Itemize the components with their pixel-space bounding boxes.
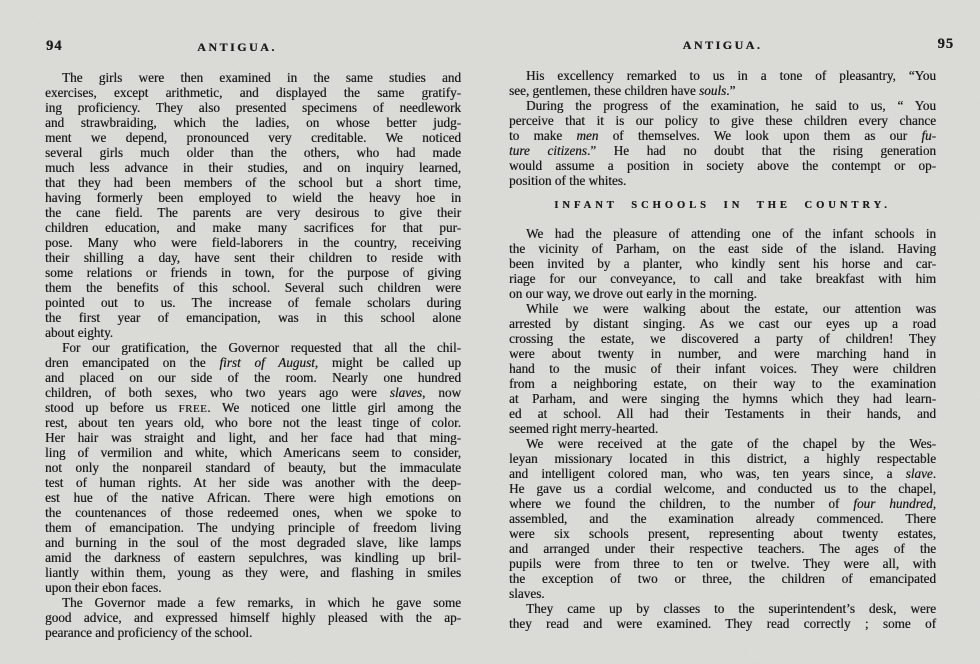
page-header: [45, 40, 461, 54]
text-line: about eighty.: [45, 325, 113, 340]
text-line: stood up before us FREE. We noticed one little girl among the: [45, 400, 462, 415]
text-line: perceive that it is our policy to give these children every chance: [509, 113, 936, 128]
text-line: ture citizens.” He had no doubt that the rising generation: [509, 143, 937, 158]
paragraph: [45, 70, 461, 340]
running-title: ANTIGUA.: [682, 38, 763, 52]
text-line: During the progress of the examination, he said to us, “ You: [526, 98, 936, 113]
paragraph: [509, 226, 936, 301]
text-line: and placed on our side of the room. Nearly one hundred: [45, 370, 461, 385]
text-line: leyan missionary located in this district, a highly respectable: [509, 451, 936, 466]
page-right-95: [509, 36, 954, 631]
text-line: hand to the music of their infant voices. They were children: [509, 361, 936, 376]
text-line: several girls much older than the others, who had made: [45, 145, 461, 160]
text-line: While we were walking about the estate, our attention was: [526, 301, 936, 316]
text-line: slaves.: [509, 586, 545, 601]
italic-text: ture citizens: [509, 143, 587, 158]
text-line: The girls were then examined in the same studies and: [62, 70, 461, 85]
paragraph: [45, 340, 461, 595]
text-line: upon their ebon faces.: [45, 580, 162, 595]
section-heading: [509, 198, 936, 213]
text-line: amid the darkness of eastern sepulchres, was kindling up bril-: [45, 550, 461, 565]
paragraph: [509, 301, 936, 436]
text-line: arrested by distant singing. As we cast our eyes up a road: [509, 316, 936, 331]
italic-text: souls: [699, 83, 727, 98]
text-line: pose. Many who were field-laborers in the country, receiving: [45, 235, 461, 250]
text-line: were six schools present, representing about twenty estates,: [509, 526, 936, 541]
text-line: riage for our conveyance, to call and take breakfast with him: [509, 271, 936, 286]
text-line: liantly within them, young as they were, and flashing in smiles: [45, 565, 461, 580]
italic-text: fu-: [921, 128, 936, 143]
text-line: see, gentlemen, these children have souls.”: [509, 83, 736, 98]
text-line: pearance and proficiency of the school.: [45, 625, 253, 640]
text-line: test of human rights. At her side was another with the deep-: [45, 475, 461, 490]
paragraph: [509, 68, 936, 98]
text-line: We had the pleasure of attending one of the infant schools in: [526, 226, 936, 241]
text-line: and arranged under their respective teachers. The ages of the: [509, 541, 936, 556]
text-line: and intelligent colored man, who was, ten years since, a slave.: [509, 466, 936, 481]
paragraph: [45, 595, 461, 640]
text-line: We were received at the gate of the chapel by the Wes-: [526, 436, 936, 451]
text-line: the exception of two or three, the children of emancipated: [509, 571, 936, 586]
page-header: [509, 36, 954, 52]
text-line: ling of vermilion and white, which Americans seem to consider,: [45, 445, 461, 460]
text-line: His excellency remarked to us in a tone of pleasantry, “You: [526, 68, 936, 83]
text-line: at Parham, and were singing the hymns which they had learn-: [509, 391, 936, 406]
text-line: were about twenty in number, and were marching hand in: [509, 346, 936, 361]
text-line: pupils were from three to ten or twelve. They were all, with: [509, 556, 936, 571]
text-line: to make men of themselves. We look upon them as our fu-: [509, 128, 936, 143]
text-line: For our gratification, the Governor requested that all the chil-: [62, 340, 461, 355]
text-line: Her hair was straight and light, and her face had that ming-: [45, 430, 461, 445]
text-line: pointed out to us. The increase of female scholars during: [45, 295, 461, 310]
text-line: having formerly been employed to wield the heavy hoe in: [45, 190, 461, 205]
italic-text: four hundred: [853, 496, 933, 511]
paragraph: [509, 601, 936, 631]
text-line: the cane field. The parents are very desirous to give their: [45, 205, 461, 220]
text-line: on our way, we drove out early in the morning.: [509, 286, 757, 301]
text-line: children education, and make many sacrifices for that pur-: [45, 220, 461, 235]
text-line: rest, about ten years old, who bore not the least tinge of color.: [45, 415, 461, 430]
text-line: seemed right merry-hearted.: [509, 421, 659, 436]
text-line: The Governor made a few remarks, in which he gave some: [62, 595, 461, 610]
page-number: 94: [46, 38, 63, 54]
text-line: dren emancipated on the first of August, might be called up: [45, 355, 461, 370]
text-line: He gave us a cordial welcome, and conducted us to the chapel,: [509, 481, 936, 496]
page-text-body: [509, 68, 936, 631]
text-line: They came up by classes to the superintendent’s desk, were: [526, 601, 936, 616]
italic-text: first of August: [219, 355, 315, 370]
text-line: the countenances of those redeemed ones, when we spoke to: [45, 505, 461, 520]
text-line: the first year of emancipation, was in this school alone: [45, 310, 461, 325]
text-line: children, of both sexes, who two years ago were slaves, now: [45, 385, 461, 400]
text-line: them the benefits of this school. Several such children were: [45, 280, 461, 295]
text-line: exercises, except arithmetic, and displayed the same gratify-: [45, 85, 461, 100]
italic-text: slaves: [389, 385, 422, 400]
running-title: ANTIGUA.: [197, 40, 277, 54]
text-line: been invited by a planter, who kindly sent his horse and car-: [509, 256, 936, 271]
paragraph: [509, 436, 936, 601]
text-line: assembled, and the examination already commenced. There: [509, 511, 936, 526]
text-line: ing proficiency. They also presented specimens of needlework: [45, 100, 461, 115]
text-line: and strawbraiding, which the ladies, on whose better judg-: [45, 115, 461, 130]
page-text-body: [45, 70, 461, 640]
text-line: and burning in the soul of the most degraded slave, like lamps: [45, 535, 461, 550]
text-line: crossing the estate, we discovered a party of children! They: [509, 331, 936, 346]
text-line: est hue of the native African. There were high emotions on: [45, 490, 461, 505]
text-line: good advice, and expressed himself highly pleased with the ap-: [45, 610, 461, 625]
text-line: they read and were examined. They read correctly ; some of: [509, 616, 936, 631]
text-line: some relations or friends in town, for the purpose of giving: [45, 265, 461, 280]
text-line: the vicinity of Parham, on the east side of the island. Having: [509, 241, 936, 256]
text-line: position of the whites.: [509, 173, 627, 188]
text-line: from a neighboring estate, on their way to the examination: [509, 376, 936, 391]
page-number: 95: [937, 36, 954, 52]
italic-text: slave: [905, 466, 933, 481]
italic-text: men: [576, 128, 599, 143]
page-left-94: [45, 40, 461, 640]
text-line: ed at school. All had their Testaments in their hands, and: [509, 406, 936, 421]
text-line: that they had been members of the school but a short time,: [45, 175, 461, 190]
text-line: them of emancipation. The undying principle of freedom living: [45, 520, 461, 535]
text-line: their shilling a day, have sent their children to reside with: [45, 250, 461, 265]
text-line: not only the nonpareil standard of beauty, but the immaculate: [45, 460, 461, 475]
text-line: INFANT SCHOOLS IN THE COUNTRY.: [554, 200, 891, 211]
smallcaps-text: FREE: [178, 403, 208, 415]
paragraph: [509, 98, 936, 188]
text-line: would assume a position in society above the contempt or op-: [509, 158, 936, 173]
text-line: where we found the children, to the number of four hundred,: [509, 496, 936, 511]
text-line: ment we depend, pronounced very creditable. We noticed: [45, 130, 461, 145]
text-line: much less advance in their studies, and on inquiry learned,: [45, 160, 461, 175]
